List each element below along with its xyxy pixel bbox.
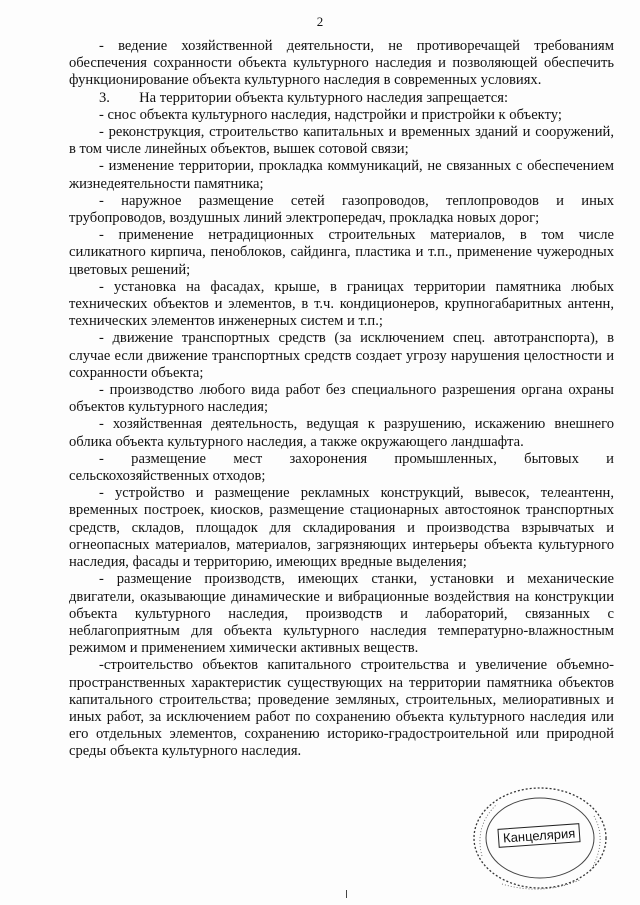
- page-number: 2: [316, 14, 324, 29]
- list-item: - устройство и размещение рекламных конструкций, вывесок, телеантенн, временных построек, киосков, размещение стационарных автостоянок транспортных средств, складов, площадок для складирования и производства взрывчатых и огнеопасных материалов, материалов, загрязняющих интерьеры объекта культурного наследия, фасады и территорию, имеющих вредные выделения;: [69, 485, 614, 571]
- list-item: - наружное размещение сетей газопроводов, теплопроводов и иных трубопроводов, воздушных линий электропередач, прокладка новых дорог;: [69, 192, 614, 227]
- list-item: - установка на фасадах, крыше, в границах территории памятника любых технических объектов и элементов, в т.ч. кондиционеров, крупногабаритных антенн, технических элементов инженерных систем и т.п.;: [69, 278, 614, 330]
- list-item: -строительство объектов капитального строительства и увеличение объемно-пространственных характеристик существующих на территории памятника объектов капитального строительства; проведение земляных, строительных, мелиоративных и иных работ, за исключением работ по сохранению объекта культурного наследия или его отдельных элементов, сохранению историко-градостроительной или природной среды объекта культурного наследия.: [69, 657, 614, 760]
- list-item: - хозяйственная деятельность, ведущая к разрушению, искажению внешнего облика объекта культурного наследия, а также окружающего ландшафта.: [69, 416, 614, 450]
- list-item: - производство любого вида работ без специального разрешения органа охраны объектов культурного наследия;: [69, 382, 614, 416]
- list-item: - снос объекта культурного наследия, надстройки и пристройки к объекту;: [99, 106, 562, 123]
- paragraph: - ведение хозяйственной деятельности, не противоречащей требованиям обеспечения сохранности объекта культурного наследия и позволяющей обеспечить функционирование объекта культурного наследия в современных условиях.: [69, 38, 614, 89]
- list-item: - движение транспортных средств (за исключением спец. автотранспорта), в случае если движение транспортных средств создает угрозу нарушения целостности и сохранности объекта;: [69, 330, 614, 381]
- list-item: - размещение производств, имеющих станки, установки и механические двигатели, оказывающие динамические и вибрационные воздействия на конструкции объекта культурного наследия, производств и лабораторий, связанных с неблагоприятным для объекта культурного наследия температурно-влажностным режимом и применением химически активных веществ.: [69, 571, 614, 657]
- stamp-label: Канцелярия: [497, 823, 580, 848]
- list-item: - изменение территории, прокладка коммуникаций, не связанных с обеспечением жизнедеятельности памятника;: [69, 158, 614, 192]
- list-item: - применение нетрадиционных строительных материалов, в том числе силикатного кирпича, пеноблоков, сайдинга, пластика и т.п., применение чужеродных цветовых решений;: [69, 227, 614, 278]
- section-heading: 3. На территории объекта культурного наследия запрещается:: [99, 89, 508, 106]
- list-item: - размещение мест захоронения промышленных, бытовых и сельскохозяйственных отходов;: [69, 450, 614, 485]
- office-stamp: [462, 786, 612, 896]
- list-item: - реконструкция, строительство капитальных и временных зданий и сооружений, в том числе линейных объектов, вышек сотовой связи;: [69, 124, 614, 158]
- margin-mark: [346, 890, 352, 898]
- document-body: [69, 38, 614, 761]
